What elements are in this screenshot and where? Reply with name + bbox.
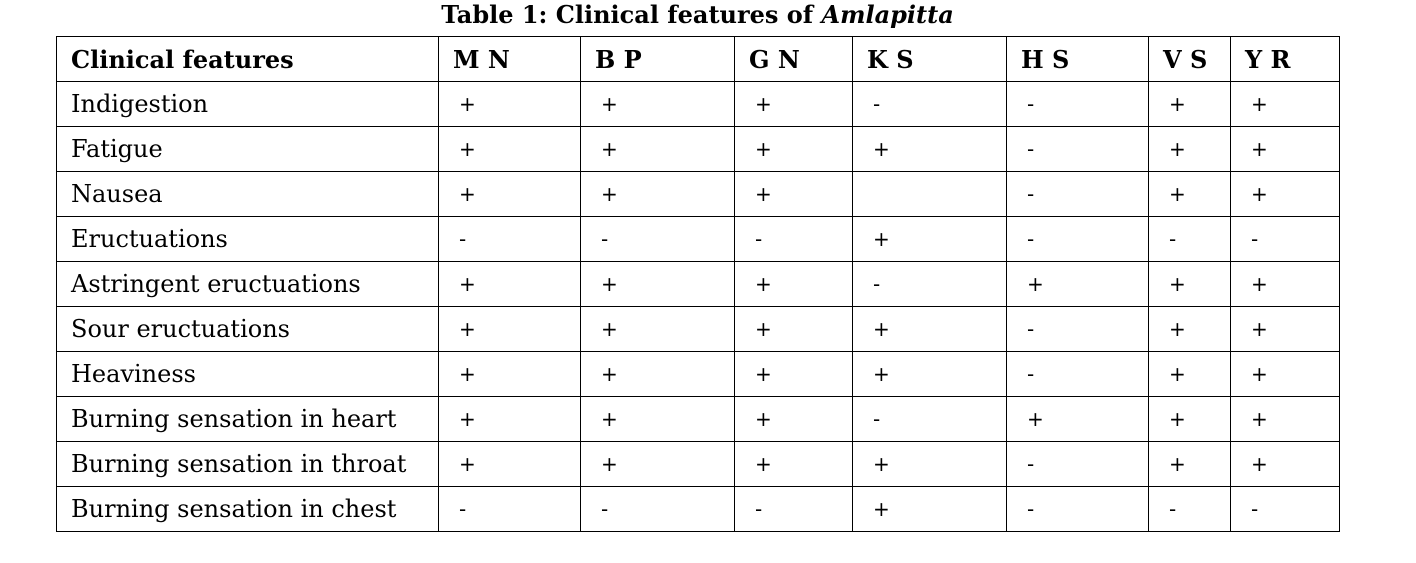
mark-cell: +: [1231, 352, 1340, 397]
mark-cell: +: [735, 397, 853, 442]
header-cell: Y R: [1231, 37, 1340, 82]
mark-cell: -: [1007, 487, 1149, 532]
feature-cell: Indigestion: [57, 82, 439, 127]
mark-cell: -: [853, 397, 1007, 442]
feature-cell: Eructuations: [57, 217, 439, 262]
mark-cell: -: [1149, 487, 1231, 532]
mark-cell: +: [1231, 307, 1340, 352]
mark-cell: +: [1231, 172, 1340, 217]
mark-cell: +: [1007, 262, 1149, 307]
table-row: [57, 352, 1340, 397]
mark-cell: -: [1007, 352, 1149, 397]
mark-cell: -: [735, 487, 853, 532]
mark-cell: +: [1149, 172, 1231, 217]
mark-cell: +: [1149, 307, 1231, 352]
mark-cell: +: [735, 262, 853, 307]
table-caption: [0, 0, 1395, 34]
feature-cell: Astringent eructuations: [57, 262, 439, 307]
mark-cell: +: [735, 352, 853, 397]
mark-cell: +: [439, 352, 581, 397]
feature-cell: Burning sensation in heart: [57, 397, 439, 442]
feature-cell: Fatigue: [57, 127, 439, 172]
mark-cell: +: [1007, 397, 1149, 442]
mark-cell: +: [1231, 82, 1340, 127]
header-cell: V S: [1149, 37, 1231, 82]
mark-cell: +: [1149, 442, 1231, 487]
header-cell: M N: [439, 37, 581, 82]
feature-cell: Sour eructuations: [57, 307, 439, 352]
mark-cell: +: [735, 82, 853, 127]
mark-cell: +: [853, 217, 1007, 262]
mark-cell: -: [439, 217, 581, 262]
mark-cell: -: [439, 487, 581, 532]
mark-cell: +: [1231, 397, 1340, 442]
header-cell: H S: [1007, 37, 1149, 82]
mark-cell: +: [1149, 397, 1231, 442]
mark-cell: -: [1007, 172, 1149, 217]
mark-cell: +: [735, 442, 853, 487]
table-row: [57, 487, 1340, 532]
table-row: [57, 307, 1340, 352]
mark-cell: +: [581, 82, 735, 127]
mark-cell: +: [581, 397, 735, 442]
table-row: [57, 217, 1340, 262]
table-row: [57, 82, 1340, 127]
mark-cell: +: [1149, 262, 1231, 307]
mark-cell: -: [1231, 217, 1340, 262]
mark-cell: +: [1231, 127, 1340, 172]
table-row: [57, 127, 1340, 172]
mark-cell: +: [581, 352, 735, 397]
mark-cell: -: [1007, 307, 1149, 352]
mark-cell: +: [581, 262, 735, 307]
mark-cell: +: [581, 127, 735, 172]
feature-cell: Burning sensation in chest: [57, 487, 439, 532]
mark-cell: +: [1149, 127, 1231, 172]
mark-cell: [853, 172, 1007, 217]
mark-cell: +: [853, 487, 1007, 532]
mark-cell: +: [735, 307, 853, 352]
mark-cell: +: [439, 172, 581, 217]
mark-cell: +: [1149, 82, 1231, 127]
mark-cell: -: [1007, 217, 1149, 262]
mark-cell: +: [439, 442, 581, 487]
table-row: [57, 397, 1340, 442]
header-cell: K S: [853, 37, 1007, 82]
mark-cell: -: [581, 487, 735, 532]
header-cell: Clinical features: [57, 37, 439, 82]
mark-cell: +: [439, 397, 581, 442]
mark-cell: +: [581, 172, 735, 217]
mark-cell: -: [581, 217, 735, 262]
mark-cell: -: [1007, 127, 1149, 172]
feature-cell: Nausea: [57, 172, 439, 217]
clinical-features-table: [56, 36, 1340, 532]
table-row: [57, 262, 1340, 307]
mark-cell: +: [853, 307, 1007, 352]
mark-cell: +: [581, 442, 735, 487]
mark-cell: +: [853, 127, 1007, 172]
table-row: [57, 172, 1340, 217]
table-body: [57, 82, 1340, 532]
mark-cell: -: [1231, 487, 1340, 532]
mark-cell: +: [853, 352, 1007, 397]
mark-cell: -: [1149, 217, 1231, 262]
caption-prefix: Table 1: Clinical features of: [441, 0, 822, 29]
header-cell: B P: [581, 37, 735, 82]
caption-emphasis: Amlapitta: [821, 0, 954, 29]
mark-cell: +: [439, 82, 581, 127]
mark-cell: -: [1007, 82, 1149, 127]
mark-cell: +: [1149, 352, 1231, 397]
feature-cell: Burning sensation in throat: [57, 442, 439, 487]
mark-cell: +: [1231, 442, 1340, 487]
mark-cell: +: [439, 127, 581, 172]
mark-cell: -: [853, 82, 1007, 127]
mark-cell: +: [853, 442, 1007, 487]
mark-cell: -: [853, 262, 1007, 307]
table-row: [57, 442, 1340, 487]
mark-cell: -: [1007, 442, 1149, 487]
mark-cell: +: [735, 127, 853, 172]
mark-cell: +: [1231, 262, 1340, 307]
mark-cell: +: [735, 172, 853, 217]
mark-cell: -: [735, 217, 853, 262]
mark-cell: +: [581, 307, 735, 352]
feature-cell: Heaviness: [57, 352, 439, 397]
header-row: [57, 37, 1340, 82]
header-cell: G N: [735, 37, 853, 82]
mark-cell: +: [439, 262, 581, 307]
mark-cell: +: [439, 307, 581, 352]
